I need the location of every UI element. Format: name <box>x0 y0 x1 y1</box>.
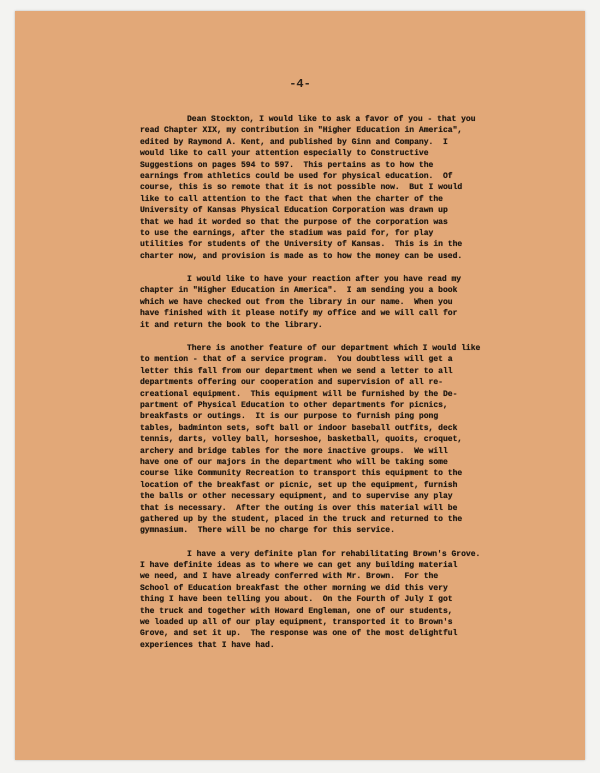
text-line: School of Education breakfast the other morning we did this very <box>140 583 448 593</box>
text-line: University of Kansas Physical Education Corporation was drawn up <box>140 206 448 216</box>
text-line: I would like to have your reaction after you have read my <box>187 275 462 285</box>
text-line: creational equipment. This equipment will be furnished by the De- <box>140 389 458 399</box>
text-line: we loaded up all of our play equipment, transported it to Brown's <box>140 618 453 628</box>
text-line: to use the earnings, after the stadium was paid for, for play <box>140 229 434 239</box>
text-line: Grove, and set it up. The response was one of the most delightful <box>140 629 458 639</box>
text-line: that is necessary. After the outing is over this material will be <box>140 503 458 513</box>
text-line: earnings from athletics could be used for physical education. Of <box>140 172 453 182</box>
paragraph <box>140 549 550 652</box>
text-line: breakfasts or outings. It is our purpose to furnish ping pong <box>140 412 439 422</box>
text-line: tables, badminton sets, soft ball or indoor baseball outfits, deck <box>140 423 458 433</box>
text-line: would like to call your attention especially to Constructive <box>140 149 429 159</box>
text-line: charter now, and provision is made as to how the money can be used. <box>140 251 463 261</box>
text-line: read Chapter XIX, my contribution in "Higher Education in America", <box>140 126 463 136</box>
text-line: the balls or other necessary equipment, and to supervise any play <box>140 492 453 502</box>
paragraph <box>140 343 550 537</box>
text-line: course, this is so remote that it is not possible now. But I would <box>140 183 463 193</box>
paragraph <box>140 274 550 331</box>
text-line: edited by Raymond A. Kent, and published by Ginn and Company. I <box>140 137 448 147</box>
text-line: I have a very definite plan for rehabilitating Brown's Grove. <box>187 549 481 559</box>
text-line: gymnasium. There will be no charge for this service. <box>140 526 395 536</box>
text-line: that we had it worded so that the purpose of the corporation was <box>140 217 448 227</box>
document-page <box>15 11 585 760</box>
text-line: Suggestions on pages 594 to 597. This pertains as to how the <box>140 160 434 170</box>
text-line: departments offering our cooperation and supervision of all re- <box>140 378 443 388</box>
text-line: I have definite ideas as to where we can get any building material <box>140 561 458 571</box>
text-line: There is another feature of our department which I would like <box>187 343 481 353</box>
text-line: Dean Stockton, I would like to ask a favor of you - that you <box>187 115 476 124</box>
text-line: chapter in "Higher Education in America". I am sending you a book <box>140 286 458 296</box>
document-body <box>140 114 550 663</box>
text-line: experiences that I have had. <box>140 640 275 650</box>
text-line: which we have checked out from the library in our name. When you <box>140 297 453 307</box>
text-line: letter this fall from our department when we send a letter to all <box>140 366 453 376</box>
text-line: utilities for students of the University of Kansas. This is in the <box>140 240 463 250</box>
text-line: archery and bridge tables for the more inactive groups. We will <box>140 446 448 456</box>
text-line: location of the breakfast or picnic, set up the equipment, furnish <box>140 480 458 490</box>
text-line: the truck and together with Howard Engleman, one of our students, <box>140 606 453 616</box>
text-line: gathered up by the student, placed in the truck and returned to the <box>140 515 463 524</box>
text-line: course like Community Recreation to transport this equipment to the <box>140 469 463 479</box>
text-line: we need, and I have already conferred with Mr. Brown. For the <box>140 572 439 582</box>
text-line: tennis, darts, volley ball, horseshoe, basketball, quoits, croquet, <box>140 435 463 445</box>
text-line: thing I have been telling you about. On the Fourth of July I got <box>140 595 453 605</box>
paragraph <box>140 114 550 262</box>
text-line: to mention - that of a service program. You doubtless will get a <box>140 355 453 365</box>
page-number: -4- <box>289 77 311 91</box>
text-line: it and return the book to the library. <box>140 320 323 330</box>
text-line: partment of Physical Education to other departments for picnics, <box>140 400 448 410</box>
text-line: like to call attention to the fact that when the charter of the <box>140 194 443 204</box>
text-line: have finished with it please notify my office and we will call for <box>140 309 458 319</box>
text-line: have one of our majors in the department who will be taking some <box>140 457 448 467</box>
